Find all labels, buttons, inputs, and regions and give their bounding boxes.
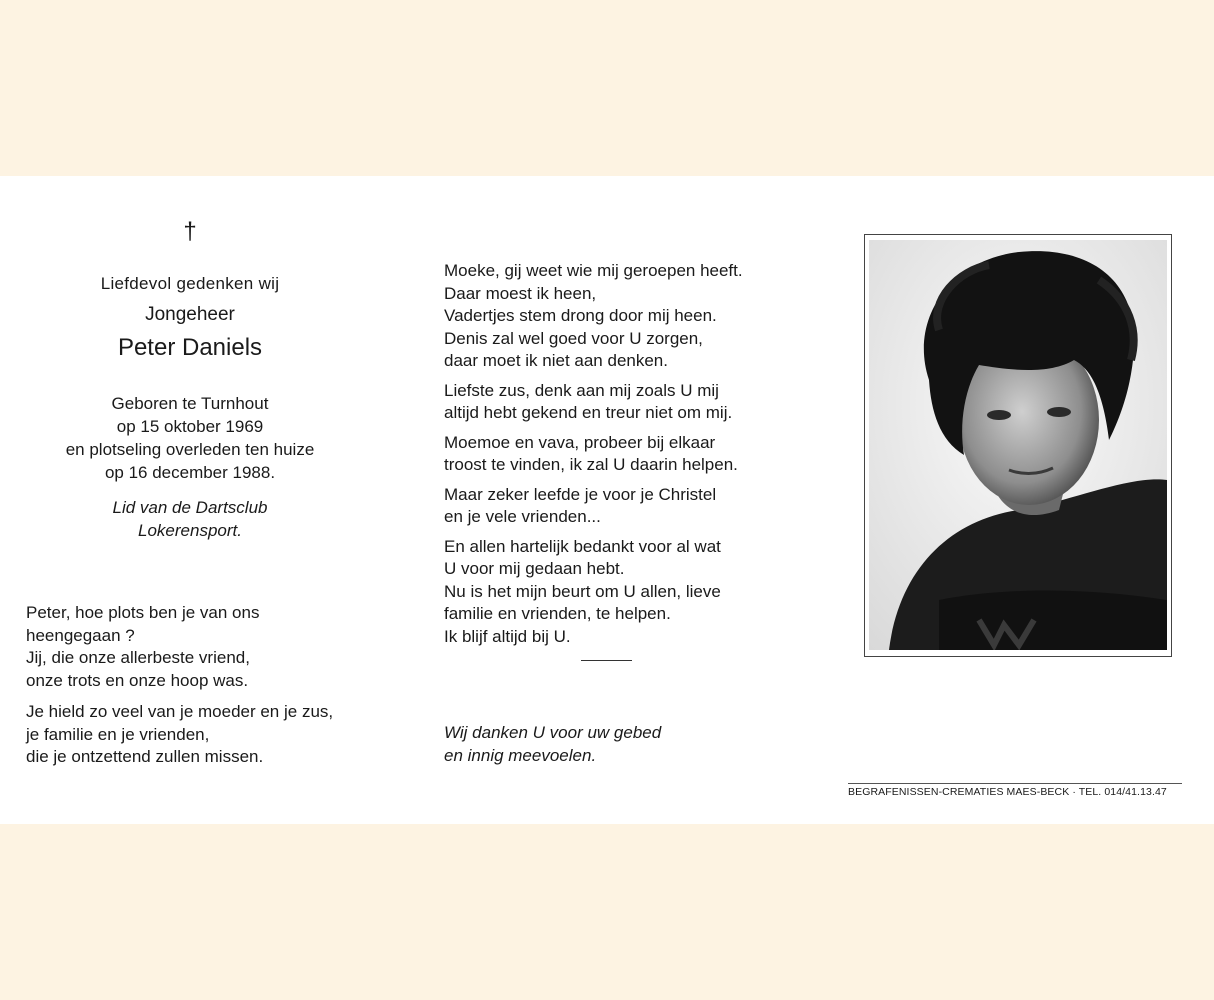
poem-right: [444, 260, 770, 655]
poem-line: Moemoe en vava, probeer bij elkaar: [444, 432, 716, 452]
club-line: Lid van de Dartsclub: [112, 498, 268, 517]
poem-line: die je ontzettend zullen missen.: [26, 747, 264, 766]
poem-stanza: [444, 432, 770, 477]
poem-stanza: [444, 380, 770, 425]
portrait-photo-frame: [864, 234, 1172, 657]
poem-line: Maar zeker leefde je voor je Christel: [444, 484, 717, 504]
death-place-line: en plotseling overleden ten huize: [65, 440, 315, 459]
poem-line: en je vele vrienden...: [444, 507, 601, 526]
club-membership: [40, 496, 340, 542]
memorial-card: [0, 176, 1214, 824]
poem-line: Liefste zus, denk aan mij zoals U mij: [444, 380, 719, 400]
death-date-line: op 16 december 1988.: [104, 463, 276, 482]
poem-line: U voor mij gedaan hebt.: [444, 559, 625, 578]
footer-divider: [848, 783, 1182, 784]
birth-line: Geboren te Turnhout: [111, 394, 269, 413]
poem-stanza: [26, 701, 366, 769]
poem-line: Je hield zo veel van je moeder en je zus,: [26, 702, 334, 721]
deceased-name: Peter Daniels: [117, 334, 263, 361]
cross-icon: †: [183, 218, 197, 245]
club-name-line: Lokerensport.: [138, 521, 242, 540]
poem-line: Daar moest ik heen,: [444, 283, 597, 303]
poem-line: daar moet ik niet aan denken.: [444, 351, 668, 370]
thanks-text: [444, 722, 774, 767]
poem-line: altijd hebt gekend en treur niet om mij.: [444, 403, 733, 422]
poem-line: Peter, hoe plots ben je van ons: [26, 603, 260, 622]
poem-line: troost te vinden, ik zal U daarin helpen.: [444, 455, 738, 474]
poem-stanza: [444, 484, 770, 529]
funeral-home-credit: BEGRAFENISSEN-CREMATIES MAES-BECK · TEL. 014/41.13.47: [848, 786, 1167, 798]
honorific-title: Jongeheer: [145, 304, 235, 325]
poem-line: je familie en je vrienden,: [26, 724, 210, 744]
poem-line: onze trots en onze hoop was.: [26, 670, 249, 690]
poem-line: Jij, die onze allerbeste vriend,: [26, 648, 250, 667]
poem-line: Ik blijf altijd bij U.: [444, 626, 571, 646]
poem-line: En allen hartelijk bedankt voor al wat: [444, 536, 721, 556]
poem-line: Denis zal wel goed voor U zorgen,: [444, 328, 703, 348]
poem-left: [26, 602, 366, 778]
poem-stanza: [444, 260, 770, 373]
poem-stanza: [444, 581, 770, 649]
poem-line: heengegaan ?: [26, 625, 135, 645]
poem-stanza: [444, 536, 770, 581]
poem-line: Vadertjes stem drong door mij heen.: [444, 306, 717, 325]
portrait-illustration: [869, 240, 1167, 650]
thanks-line: en innig meevoelen.: [444, 745, 597, 765]
birth-death-details: [40, 392, 340, 484]
poem-stanza: [26, 602, 366, 692]
poem-line: familie en vrienden, te helpen.: [444, 604, 671, 623]
intro-text: Liefdevol gedenken wij: [100, 274, 280, 293]
thanks-line: Wij danken U voor uw gebed: [444, 723, 662, 742]
divider-line: [581, 660, 632, 661]
birth-date-line: op 15 oktober 1969: [116, 417, 264, 436]
portrait-photo: [869, 240, 1167, 650]
poem-line: Moeke, gij weet wie mij geroepen heeft.: [444, 261, 743, 280]
poem-line: Nu is het mijn beurt om U allen, lieve: [444, 581, 721, 601]
